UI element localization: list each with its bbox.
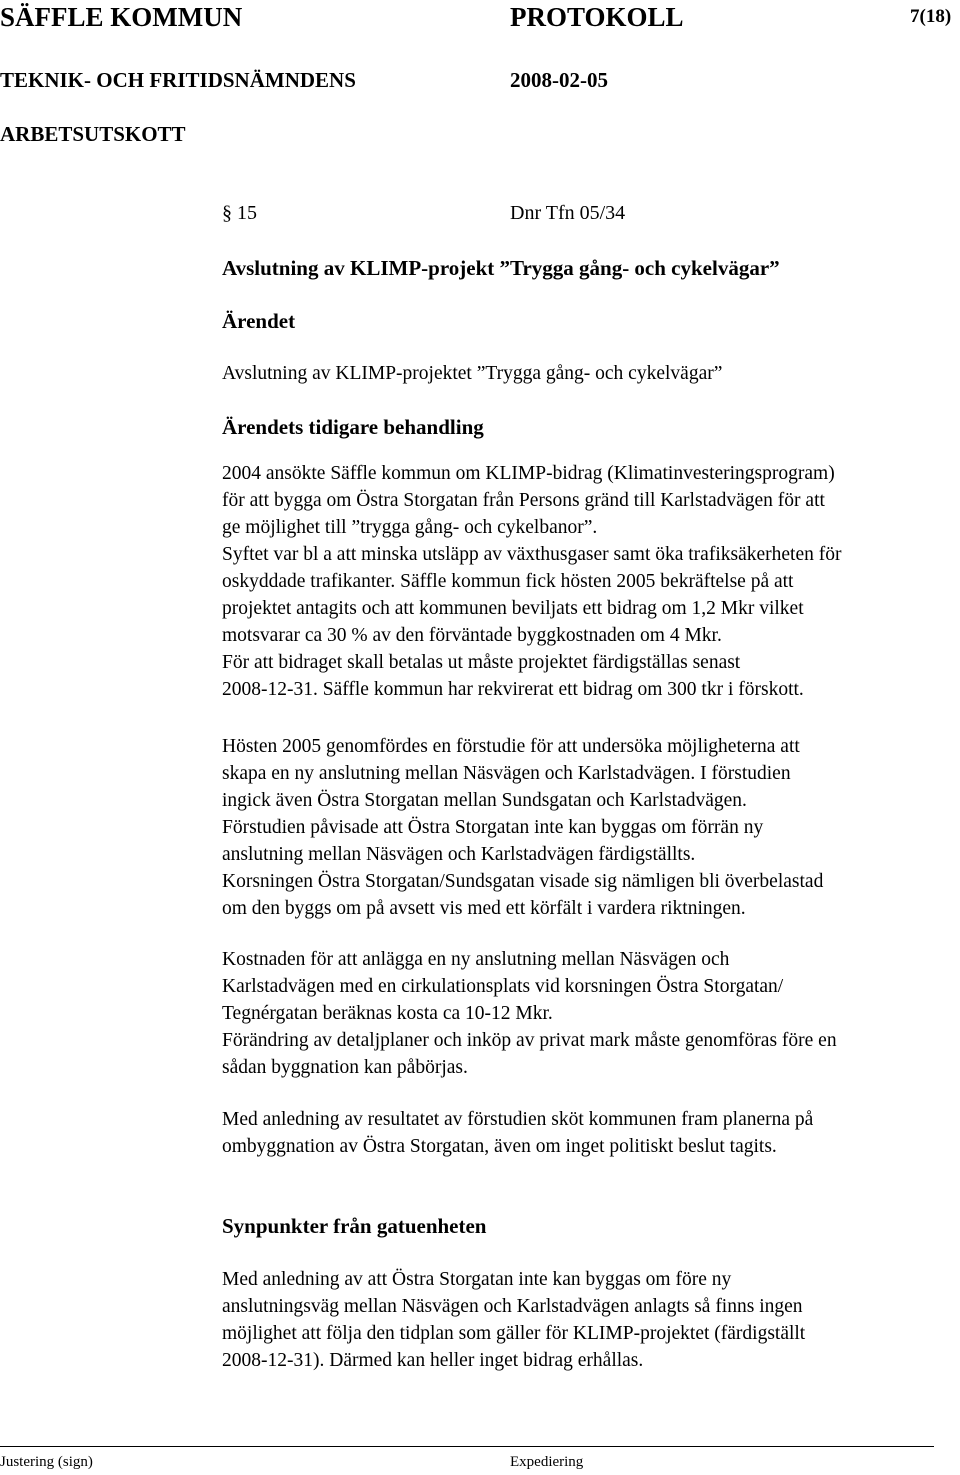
footer-divider: [0, 1446, 934, 1447]
history-paragraph-4: [222, 1106, 813, 1160]
text-line: Med anledning av resultatet av förstudien sköt kommunen fram planerna på: [222, 1109, 814, 1130]
justering-label: Justering (sign): [0, 1454, 93, 1470]
document-type: PROTOKOLL: [510, 2, 684, 32]
text-line: sådan byggnation kan påbörjas.: [222, 1057, 468, 1078]
history-paragraph-2: [222, 733, 823, 922]
section-number: § 15: [222, 202, 257, 224]
committee-name: TEKNIK- OCH FRITIDSNÄMNDENS: [0, 68, 356, 92]
meeting-date: 2008-02-05: [510, 68, 608, 92]
text-line: projektet antagits och att kommunen beviljats ett bidrag om 1,2 Mkr vilket: [222, 598, 804, 619]
text-line: Hösten 2005 genomfördes en förstudie för att undersöka möjligheterna att: [222, 736, 800, 757]
text-line: motsvarar ca 30 % av den förväntade byggkostnaden om 4 Mkr.: [222, 625, 722, 646]
synpunkter-paragraph: [222, 1266, 805, 1374]
arendet-heading: Ärendet: [222, 309, 296, 333]
history-paragraph-3: [222, 946, 837, 1081]
text-line: För att bidraget skall betalas ut måste projektet färdigställas senast: [222, 652, 741, 673]
diary-number: Dnr Tfn 05/34: [510, 202, 626, 224]
case-title: Avslutning av KLIMP-projekt ”Trygga gång- och cykelvägar”: [222, 256, 780, 280]
text-line: Förändring av detaljplaner och inköp av privat mark måste genomföras före en: [222, 1030, 837, 1051]
arendet-text: Avslutning av KLIMP-projektet ”Trygga gång- och cykelvägar”: [222, 363, 723, 384]
page-number: 7(18): [910, 6, 952, 27]
synpunkter-heading: Synpunkter från gatuenheten: [222, 1214, 487, 1238]
text-line: ge möjlighet till ”trygga gång- och cykelbanor”.: [222, 517, 598, 538]
text-line: möjlighet att följa den tidplan som gäller för KLIMP-projektet (färdigställt: [222, 1323, 806, 1344]
text-line: ombyggnation av Östra Storgatan, även om inget politiskt beslut tagits.: [222, 1136, 777, 1157]
text-line: Kostnaden för att anlägga en ny anslutning mellan Näsvägen och: [222, 949, 730, 970]
text-line: 2008-12-31. Säffle kommun har rekvirerat ett bidrag om 300 tkr i förskott.: [222, 679, 804, 700]
committee-subname: ARBETSUTSKOTT: [0, 122, 186, 146]
municipality-name: SÄFFLE KOMMUN: [0, 2, 243, 32]
text-line: ingick även Östra Storgatan mellan Sundsgatan och Karlstadvägen.: [222, 790, 747, 811]
text-line: 2008-12-31). Därmed kan heller inget bidrag erhållas.: [222, 1350, 644, 1371]
text-line: Korsningen Östra Storgatan/Sundsgatan visade sig nämligen bli överbelastad: [222, 871, 824, 892]
text-line: 2004 ansökte Säffle kommun om KLIMP-bidrag (Klimatinvesteringsprogram): [222, 463, 835, 484]
expediering-label: Expediering: [510, 1454, 584, 1470]
text-line: skapa en ny anslutning mellan Näsvägen och Karlstadvägen. I förstudien: [222, 763, 791, 784]
text-line: om den byggs om på avsett vis med ett körfält i vardera riktningen.: [222, 898, 746, 919]
text-line: Syftet var bl a att minska utsläpp av växthusgaser samt öka trafiksäkerheten för: [222, 544, 842, 565]
text-line: oskyddade trafikanter. Säffle kommun fick hösten 2005 bekräftelse på att: [222, 571, 794, 592]
text-line: Tegnérgatan beräknas kosta ca 10-12 Mkr.: [222, 1003, 553, 1024]
history-paragraph-1: [222, 460, 841, 703]
text-line: Karlstadvägen med en cirkulationsplats vid korsningen Östra Storgatan/: [222, 976, 784, 997]
text-line: anslutning mellan Näsvägen och Karlstadvägen färdigställts.: [222, 844, 696, 865]
history-heading: Ärendets tidigare behandling: [222, 415, 484, 439]
text-line: anslutningsväg mellan Näsvägen och Karlstadvägen anlagts så finns ingen: [222, 1296, 803, 1317]
text-line: Med anledning av att Östra Storgatan inte kan byggas om före ny: [222, 1269, 732, 1290]
text-line: Förstudien påvisade att Östra Storgatan inte kan byggas om förrän ny: [222, 817, 764, 838]
text-line: för att bygga om Östra Storgatan från Persons gränd till Karlstadvägen för att: [222, 490, 825, 511]
